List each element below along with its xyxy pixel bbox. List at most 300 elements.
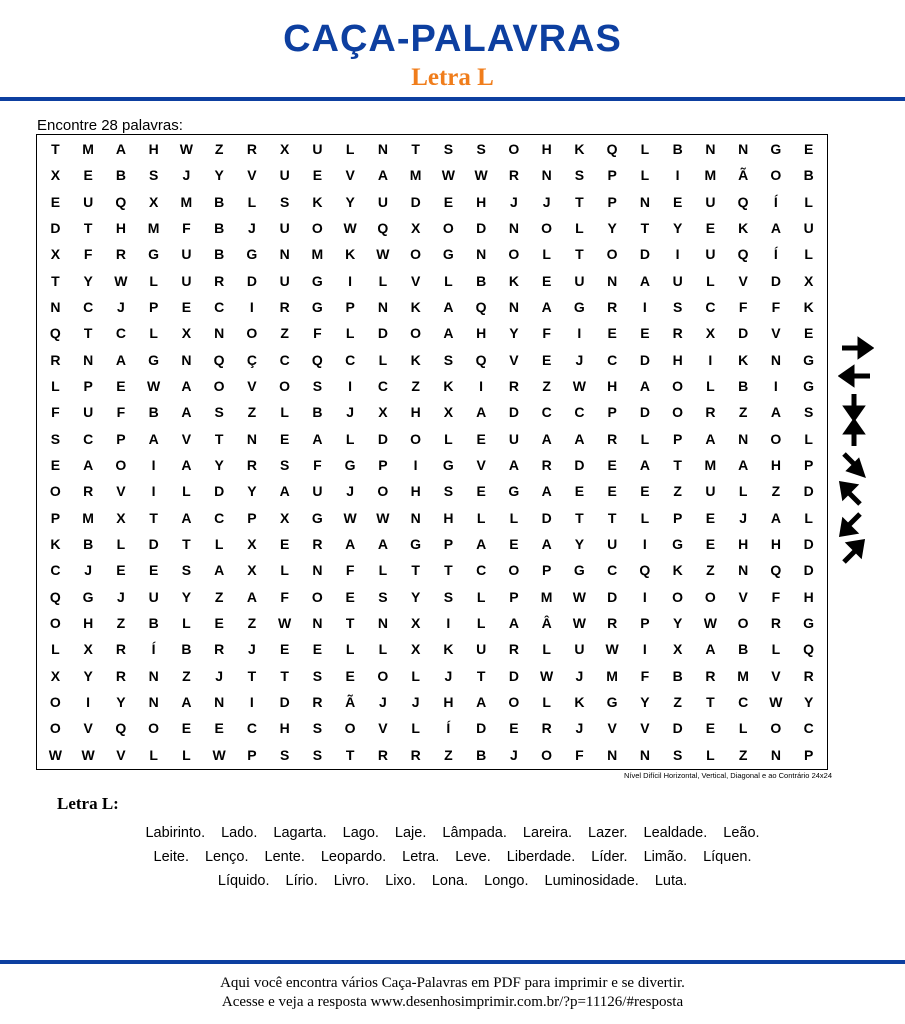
grid-cell[interactable]: V bbox=[771, 325, 781, 342]
grid-cell[interactable]: H bbox=[83, 615, 94, 632]
grid-cell[interactable]: X bbox=[148, 193, 159, 210]
grid-cell[interactable]: C bbox=[738, 694, 749, 711]
grid-cell[interactable]: U bbox=[607, 536, 618, 553]
grid-cell[interactable]: T bbox=[673, 457, 682, 474]
grid-cell[interactable]: E bbox=[640, 483, 650, 500]
grid-cell[interactable]: G bbox=[803, 351, 815, 368]
grid-cell[interactable]: A bbox=[770, 509, 781, 526]
grid-cell[interactable]: O bbox=[344, 720, 356, 737]
grid-cell[interactable]: R bbox=[705, 667, 716, 684]
grid-cell[interactable]: A bbox=[705, 641, 716, 658]
grid-cell[interactable]: Â bbox=[541, 615, 552, 632]
grid-cell[interactable]: L bbox=[640, 141, 650, 158]
grid-cell[interactable]: B bbox=[148, 404, 159, 421]
grid-cell[interactable]: T bbox=[575, 193, 584, 210]
grid-cell[interactable]: C bbox=[214, 299, 225, 316]
grid-cell[interactable]: S bbox=[574, 167, 585, 184]
grid-cell[interactable]: V bbox=[247, 378, 257, 395]
grid-cell[interactable]: J bbox=[84, 562, 93, 579]
grid-cell[interactable]: E bbox=[181, 299, 192, 316]
grid-cell[interactable]: A bbox=[541, 536, 552, 553]
grid-cell[interactable]: K bbox=[410, 351, 421, 368]
grid-cell[interactable]: E bbox=[116, 378, 126, 395]
grid-cell[interactable]: E bbox=[345, 667, 355, 684]
grid-cell[interactable]: E bbox=[607, 483, 617, 500]
grid-cell[interactable]: L bbox=[509, 509, 519, 526]
grid-cell[interactable]: L bbox=[804, 246, 813, 263]
grid-cell[interactable]: U bbox=[705, 246, 716, 263]
grid-cell[interactable]: D bbox=[574, 457, 585, 474]
grid-cell[interactable]: L bbox=[706, 378, 715, 395]
grid-cell[interactable]: S bbox=[312, 720, 323, 737]
grid-cell[interactable]: L bbox=[345, 641, 355, 658]
grid-cell[interactable]: R bbox=[607, 615, 618, 632]
grid-cell[interactable]: R bbox=[607, 430, 618, 447]
grid-cell[interactable]: D bbox=[410, 193, 421, 210]
grid-cell[interactable]: R bbox=[246, 141, 257, 158]
grid-cell[interactable]: Y bbox=[83, 667, 93, 684]
grid-cell[interactable]: E bbox=[50, 193, 61, 210]
grid-cell[interactable]: W bbox=[605, 641, 619, 658]
grid-cell[interactable]: H bbox=[443, 694, 454, 711]
grid-cell[interactable]: Y bbox=[509, 325, 519, 342]
grid-cell[interactable]: L bbox=[476, 615, 486, 632]
grid-cell[interactable]: R bbox=[214, 641, 225, 658]
grid-cell[interactable]: W bbox=[376, 509, 390, 526]
grid-cell[interactable]: K bbox=[738, 351, 749, 368]
grid-cell[interactable]: B bbox=[738, 378, 749, 395]
grid-cell[interactable]: X bbox=[803, 272, 814, 289]
grid-cell[interactable]: M bbox=[540, 588, 553, 605]
grid-cell[interactable]: W bbox=[572, 615, 586, 632]
grid-cell[interactable]: L bbox=[640, 430, 650, 447]
grid-cell[interactable]: F bbox=[116, 404, 126, 421]
grid-cell[interactable]: Q bbox=[475, 351, 487, 368]
grid-cell[interactable]: I bbox=[249, 694, 254, 711]
grid-cell[interactable]: L bbox=[804, 193, 813, 210]
grid-cell[interactable]: J bbox=[215, 667, 224, 684]
grid-cell[interactable]: S bbox=[312, 378, 323, 395]
grid-cell[interactable]: X bbox=[247, 562, 257, 579]
grid-cell[interactable]: T bbox=[411, 562, 420, 579]
grid-cell[interactable]: K bbox=[443, 378, 454, 395]
grid-cell[interactable]: P bbox=[672, 430, 683, 447]
grid-cell[interactable]: L bbox=[280, 562, 289, 579]
grid-cell[interactable]: N bbox=[508, 220, 519, 237]
grid-cell[interactable]: D bbox=[803, 483, 814, 500]
grid-cell[interactable]: O bbox=[213, 378, 225, 395]
grid-cell[interactable]: W bbox=[572, 378, 586, 395]
grid-cell[interactable]: W bbox=[81, 746, 95, 763]
grid-cell[interactable]: N bbox=[377, 615, 388, 632]
grid-cell[interactable]: G bbox=[246, 246, 258, 263]
grid-cell[interactable]: O bbox=[672, 588, 684, 605]
grid-cell[interactable]: Y bbox=[345, 193, 355, 210]
grid-cell[interactable]: H bbox=[738, 536, 749, 553]
grid-cell[interactable]: D bbox=[803, 562, 814, 579]
grid-cell[interactable]: I bbox=[86, 694, 91, 711]
grid-cell[interactable]: E bbox=[672, 193, 683, 210]
grid-cell[interactable]: X bbox=[83, 641, 93, 658]
grid-cell[interactable]: E bbox=[279, 536, 290, 553]
grid-cell[interactable]: Y bbox=[247, 483, 257, 500]
grid-cell[interactable]: U bbox=[279, 220, 290, 237]
grid-cell[interactable]: W bbox=[179, 141, 193, 158]
grid-cell[interactable]: J bbox=[444, 667, 453, 684]
grid-cell[interactable]: Q bbox=[311, 351, 323, 368]
grid-cell[interactable]: B bbox=[672, 141, 683, 158]
grid-cell[interactable]: A bbox=[214, 562, 225, 579]
grid-cell[interactable]: A bbox=[770, 220, 781, 237]
grid-cell[interactable]: Z bbox=[214, 588, 224, 605]
grid-cell[interactable]: U bbox=[377, 193, 388, 210]
grid-cell[interactable]: K bbox=[410, 299, 421, 316]
grid-cell[interactable]: P bbox=[247, 746, 257, 763]
grid-cell[interactable]: C bbox=[246, 720, 257, 737]
grid-cell[interactable]: C bbox=[803, 720, 814, 737]
grid-cell[interactable]: O bbox=[410, 325, 422, 342]
grid-cell[interactable]: O bbox=[508, 562, 520, 579]
grid-cell[interactable]: P bbox=[803, 457, 814, 474]
grid-cell[interactable]: M bbox=[606, 667, 618, 684]
grid-cell[interactable]: X bbox=[279, 509, 290, 526]
grid-cell[interactable]: V bbox=[83, 720, 93, 737]
grid-cell[interactable]: N bbox=[639, 746, 650, 763]
grid-cell[interactable]: N bbox=[312, 615, 323, 632]
grid-cell[interactable]: B bbox=[115, 167, 126, 184]
grid-cell[interactable]: E bbox=[345, 588, 355, 605]
grid-cell[interactable]: A bbox=[345, 536, 356, 553]
grid-cell[interactable]: O bbox=[770, 720, 782, 737]
grid-cell[interactable]: N bbox=[607, 272, 618, 289]
grid-cell[interactable]: N bbox=[50, 299, 61, 316]
grid-cell[interactable]: G bbox=[803, 615, 815, 632]
grid-cell[interactable]: H bbox=[770, 536, 781, 553]
grid-cell[interactable]: C bbox=[705, 299, 716, 316]
grid-cell[interactable]: E bbox=[476, 483, 486, 500]
grid-cell[interactable]: O bbox=[704, 588, 716, 605]
grid-cell[interactable]: R bbox=[508, 167, 519, 184]
grid-cell[interactable]: Ç bbox=[246, 351, 257, 368]
grid-cell[interactable]: S bbox=[443, 141, 454, 158]
grid-cell[interactable]: L bbox=[149, 325, 158, 342]
grid-cell[interactable]: I bbox=[479, 378, 484, 395]
grid-cell[interactable]: L bbox=[116, 536, 126, 553]
grid-cell[interactable]: E bbox=[148, 562, 159, 579]
grid-cell[interactable]: P bbox=[803, 746, 814, 763]
grid-cell[interactable]: A bbox=[541, 483, 552, 500]
grid-cell[interactable]: H bbox=[803, 588, 814, 605]
grid-cell[interactable]: U bbox=[705, 483, 716, 500]
grid-cell[interactable]: A bbox=[246, 588, 257, 605]
grid-cell[interactable]: H bbox=[607, 378, 618, 395]
grid-cell[interactable]: D bbox=[377, 325, 388, 342]
grid-cell[interactable]: J bbox=[739, 509, 748, 526]
grid-cell[interactable]: G bbox=[803, 378, 815, 395]
grid-cell[interactable]: N bbox=[181, 351, 192, 368]
grid-cell[interactable]: X bbox=[705, 325, 716, 342]
grid-cell[interactable]: N bbox=[607, 746, 618, 763]
grid-cell[interactable]: Q bbox=[475, 299, 487, 316]
grid-cell[interactable]: E bbox=[509, 536, 519, 553]
grid-cell[interactable]: L bbox=[378, 351, 388, 368]
grid-cell[interactable]: P bbox=[247, 509, 257, 526]
grid-cell[interactable]: E bbox=[541, 351, 552, 368]
grid-cell[interactable]: I bbox=[348, 378, 353, 395]
grid-cell[interactable]: K bbox=[312, 193, 323, 210]
grid-cell[interactable]: E bbox=[116, 562, 126, 579]
grid-cell[interactable]: H bbox=[476, 193, 487, 210]
grid-cell[interactable]: I bbox=[642, 588, 647, 605]
grid-cell[interactable]: L bbox=[51, 641, 60, 658]
grid-cell[interactable]: A bbox=[115, 351, 126, 368]
grid-cell[interactable]: U bbox=[574, 641, 585, 658]
grid-cell[interactable]: E bbox=[443, 193, 454, 210]
grid-cell[interactable]: K bbox=[345, 246, 356, 263]
grid-cell[interactable]: L bbox=[542, 694, 551, 711]
grid-cell[interactable]: Z bbox=[738, 404, 748, 421]
grid-cell[interactable]: W bbox=[572, 588, 586, 605]
grid-cell[interactable]: S bbox=[443, 351, 454, 368]
grid-cell[interactable]: F bbox=[83, 246, 93, 263]
grid-cell[interactable]: T bbox=[345, 746, 355, 763]
grid-cell[interactable]: R bbox=[541, 720, 552, 737]
grid-cell[interactable]: X bbox=[50, 167, 61, 184]
grid-cell[interactable]: S bbox=[148, 167, 159, 184]
grid-cell[interactable]: M bbox=[147, 220, 160, 237]
grid-cell[interactable]: Y bbox=[214, 457, 224, 474]
grid-cell[interactable]: V bbox=[116, 746, 126, 763]
grid-cell[interactable]: T bbox=[51, 141, 60, 158]
grid-cell[interactable]: W bbox=[474, 167, 488, 184]
grid-cell[interactable]: G bbox=[606, 694, 618, 711]
grid-cell[interactable]: M bbox=[180, 193, 193, 210]
grid-cell[interactable]: D bbox=[377, 430, 388, 447]
grid-cell[interactable]: Z bbox=[182, 667, 191, 684]
grid-cell[interactable]: Z bbox=[280, 325, 289, 342]
grid-cell[interactable]: B bbox=[803, 167, 814, 184]
grid-cell[interactable]: Y bbox=[672, 615, 683, 632]
grid-cell[interactable]: K bbox=[574, 141, 585, 158]
grid-cell[interactable]: U bbox=[279, 167, 290, 184]
grid-cell[interactable]: A bbox=[639, 272, 650, 289]
grid-cell[interactable]: N bbox=[148, 694, 159, 711]
grid-cell[interactable]: Z bbox=[247, 615, 257, 632]
grid-cell[interactable]: Y bbox=[672, 220, 683, 237]
grid-cell[interactable]: O bbox=[49, 694, 61, 711]
grid-cell[interactable]: R bbox=[246, 457, 257, 474]
grid-cell[interactable]: R bbox=[83, 483, 94, 500]
grid-cell[interactable]: Z bbox=[542, 378, 551, 395]
grid-cell[interactable]: E bbox=[705, 509, 716, 526]
grid-cell[interactable]: O bbox=[49, 720, 61, 737]
grid-cell[interactable]: U bbox=[476, 641, 487, 658]
grid-cell[interactable]: L bbox=[476, 588, 486, 605]
grid-cell[interactable]: L bbox=[411, 667, 420, 684]
grid-cell[interactable]: R bbox=[279, 299, 290, 316]
grid-cell[interactable]: F bbox=[313, 325, 322, 342]
grid-cell[interactable]: Q bbox=[115, 720, 127, 737]
grid-cell[interactable]: C bbox=[541, 404, 552, 421]
grid-cell[interactable]: O bbox=[49, 615, 61, 632]
grid-cell[interactable]: X bbox=[50, 667, 61, 684]
grid-cell[interactable]: F bbox=[313, 457, 322, 474]
grid-cell[interactable]: V bbox=[738, 272, 748, 289]
grid-cell[interactable]: P bbox=[672, 509, 683, 526]
grid-cell[interactable]: Í bbox=[773, 246, 778, 263]
grid-cell[interactable]: E bbox=[181, 720, 192, 737]
grid-cell[interactable]: A bbox=[181, 378, 192, 395]
grid-cell[interactable]: E bbox=[705, 220, 716, 237]
grid-cell[interactable]: E bbox=[214, 615, 224, 632]
grid-cell[interactable]: N bbox=[738, 430, 749, 447]
grid-cell[interactable]: Y bbox=[116, 694, 126, 711]
grid-cell[interactable]: V bbox=[410, 272, 421, 289]
grid-cell[interactable]: R bbox=[115, 641, 126, 658]
grid-cell[interactable]: L bbox=[575, 220, 584, 237]
grid-cell[interactable]: E bbox=[803, 325, 814, 342]
grid-cell[interactable]: T bbox=[214, 430, 224, 447]
grid-cell[interactable]: R bbox=[541, 457, 552, 474]
grid-cell[interactable]: U bbox=[83, 193, 94, 210]
grid-cell[interactable]: B bbox=[148, 615, 159, 632]
grid-cell[interactable]: Q bbox=[115, 193, 127, 210]
grid-cell[interactable]: W bbox=[441, 167, 455, 184]
grid-cell[interactable]: Q bbox=[213, 351, 225, 368]
grid-cell[interactable]: N bbox=[770, 351, 781, 368]
grid-cell[interactable]: V bbox=[509, 351, 519, 368]
grid-cell[interactable]: I bbox=[773, 378, 778, 395]
grid-cell[interactable]: X bbox=[410, 615, 421, 632]
grid-cell[interactable]: O bbox=[410, 246, 422, 263]
grid-cell[interactable]: T bbox=[444, 562, 453, 579]
grid-cell[interactable]: S bbox=[443, 483, 454, 500]
grid-cell[interactable]: N bbox=[770, 746, 781, 763]
grid-cell[interactable]: D bbox=[639, 404, 650, 421]
grid-cell[interactable]: A bbox=[279, 483, 290, 500]
grid-cell[interactable]: A bbox=[476, 536, 487, 553]
grid-cell[interactable]: G bbox=[770, 141, 782, 158]
grid-cell[interactable]: N bbox=[246, 430, 257, 447]
grid-cell[interactable]: O bbox=[410, 430, 422, 447]
grid-cell[interactable]: A bbox=[508, 615, 519, 632]
grid-cell[interactable]: Y bbox=[574, 536, 585, 553]
grid-cell[interactable]: A bbox=[574, 430, 585, 447]
grid-cell[interactable]: M bbox=[311, 246, 324, 263]
grid-cell[interactable]: J bbox=[509, 746, 518, 763]
grid-cell[interactable]: P bbox=[148, 299, 159, 316]
grid-cell[interactable]: J bbox=[575, 720, 584, 737]
grid-cell[interactable]: P bbox=[50, 509, 61, 526]
grid-cell[interactable]: D bbox=[541, 509, 552, 526]
grid-cell[interactable]: T bbox=[575, 509, 584, 526]
grid-cell[interactable]: C bbox=[279, 351, 290, 368]
grid-cell[interactable]: I bbox=[151, 483, 156, 500]
grid-cell[interactable]: B bbox=[83, 536, 94, 553]
grid-cell[interactable]: C bbox=[83, 299, 94, 316]
grid-cell[interactable]: V bbox=[607, 720, 617, 737]
grid-cell[interactable]: E bbox=[476, 430, 486, 447]
grid-cell[interactable]: D bbox=[639, 351, 650, 368]
grid-cell[interactable]: O bbox=[115, 457, 127, 474]
grid-cell[interactable]: L bbox=[182, 746, 191, 763]
grid-cell[interactable]: D bbox=[607, 588, 618, 605]
grid-cell[interactable]: O bbox=[508, 694, 520, 711]
grid-cell[interactable]: Z bbox=[673, 483, 682, 500]
grid-cell[interactable]: L bbox=[738, 483, 748, 500]
grid-cell[interactable]: N bbox=[377, 141, 388, 158]
grid-cell[interactable]: Y bbox=[83, 272, 93, 289]
grid-cell[interactable]: N bbox=[214, 694, 225, 711]
grid-cell[interactable]: O bbox=[672, 378, 684, 395]
grid-cell[interactable]: A bbox=[181, 404, 192, 421]
grid-cell[interactable]: L bbox=[378, 641, 388, 658]
grid-cell[interactable]: M bbox=[704, 457, 717, 474]
grid-cell[interactable]: X bbox=[410, 641, 421, 658]
grid-cell[interactable]: J bbox=[182, 167, 191, 184]
grid-cell[interactable]: N bbox=[279, 246, 290, 263]
grid-cell[interactable]: T bbox=[83, 325, 93, 342]
grid-cell[interactable]: Y bbox=[803, 694, 814, 711]
grid-cell[interactable]: E bbox=[607, 325, 617, 342]
grid-cell[interactable]: U bbox=[574, 272, 585, 289]
grid-cell[interactable]: L bbox=[771, 641, 781, 658]
grid-cell[interactable]: T bbox=[149, 509, 158, 526]
grid-cell[interactable]: I bbox=[413, 457, 418, 474]
footer-link[interactable]: Acesse e veja a resposta www.desenhosimprimir.com.br/?p=11126/#resposta bbox=[221, 994, 684, 1010]
grid-cell[interactable]: L bbox=[444, 430, 453, 447]
grid-cell[interactable]: Z bbox=[247, 404, 257, 421]
grid-cell[interactable]: N bbox=[738, 141, 749, 158]
grid-cell[interactable]: A bbox=[508, 457, 519, 474]
grid-cell[interactable]: Z bbox=[673, 694, 682, 711]
grid-cell[interactable]: D bbox=[672, 720, 683, 737]
grid-cell[interactable]: C bbox=[115, 325, 126, 342]
grid-cell[interactable]: T bbox=[640, 220, 650, 237]
grid-cell[interactable]: A bbox=[181, 694, 192, 711]
grid-cell[interactable]: U bbox=[181, 272, 192, 289]
grid-cell[interactable]: Z bbox=[444, 746, 453, 763]
grid-cell[interactable]: T bbox=[345, 615, 355, 632]
grid-cell[interactable]: Z bbox=[771, 483, 781, 500]
grid-cell[interactable]: M bbox=[82, 509, 94, 526]
grid-cell[interactable]: E bbox=[214, 720, 224, 737]
grid-cell[interactable]: D bbox=[508, 404, 519, 421]
grid-cell[interactable]: H bbox=[410, 404, 421, 421]
grid-cell[interactable]: V bbox=[116, 483, 126, 500]
grid-cell[interactable]: G bbox=[573, 562, 585, 579]
grid-cell[interactable]: V bbox=[640, 720, 650, 737]
grid-cell[interactable]: J bbox=[542, 193, 551, 210]
grid-cell[interactable]: F bbox=[51, 404, 60, 421]
grid-cell[interactable]: N bbox=[738, 562, 749, 579]
grid-cell[interactable]: O bbox=[541, 746, 553, 763]
grid-cell[interactable]: F bbox=[345, 562, 355, 579]
grid-cell[interactable]: Z bbox=[706, 562, 715, 579]
grid-cell[interactable]: A bbox=[181, 509, 192, 526]
grid-cell[interactable]: C bbox=[345, 351, 356, 368]
grid-cell[interactable]: U bbox=[803, 220, 814, 237]
grid-cell[interactable]: C bbox=[607, 351, 618, 368]
grid-cell[interactable]: O bbox=[737, 615, 749, 632]
grid-cell[interactable]: F bbox=[771, 299, 781, 316]
grid-cell[interactable]: E bbox=[705, 536, 716, 553]
grid-cell[interactable]: T bbox=[411, 141, 420, 158]
grid-cell[interactable]: G bbox=[311, 272, 323, 289]
grid-cell[interactable]: S bbox=[279, 193, 290, 210]
grid-cell[interactable]: S bbox=[214, 404, 224, 421]
grid-cell[interactable]: R bbox=[672, 325, 683, 342]
